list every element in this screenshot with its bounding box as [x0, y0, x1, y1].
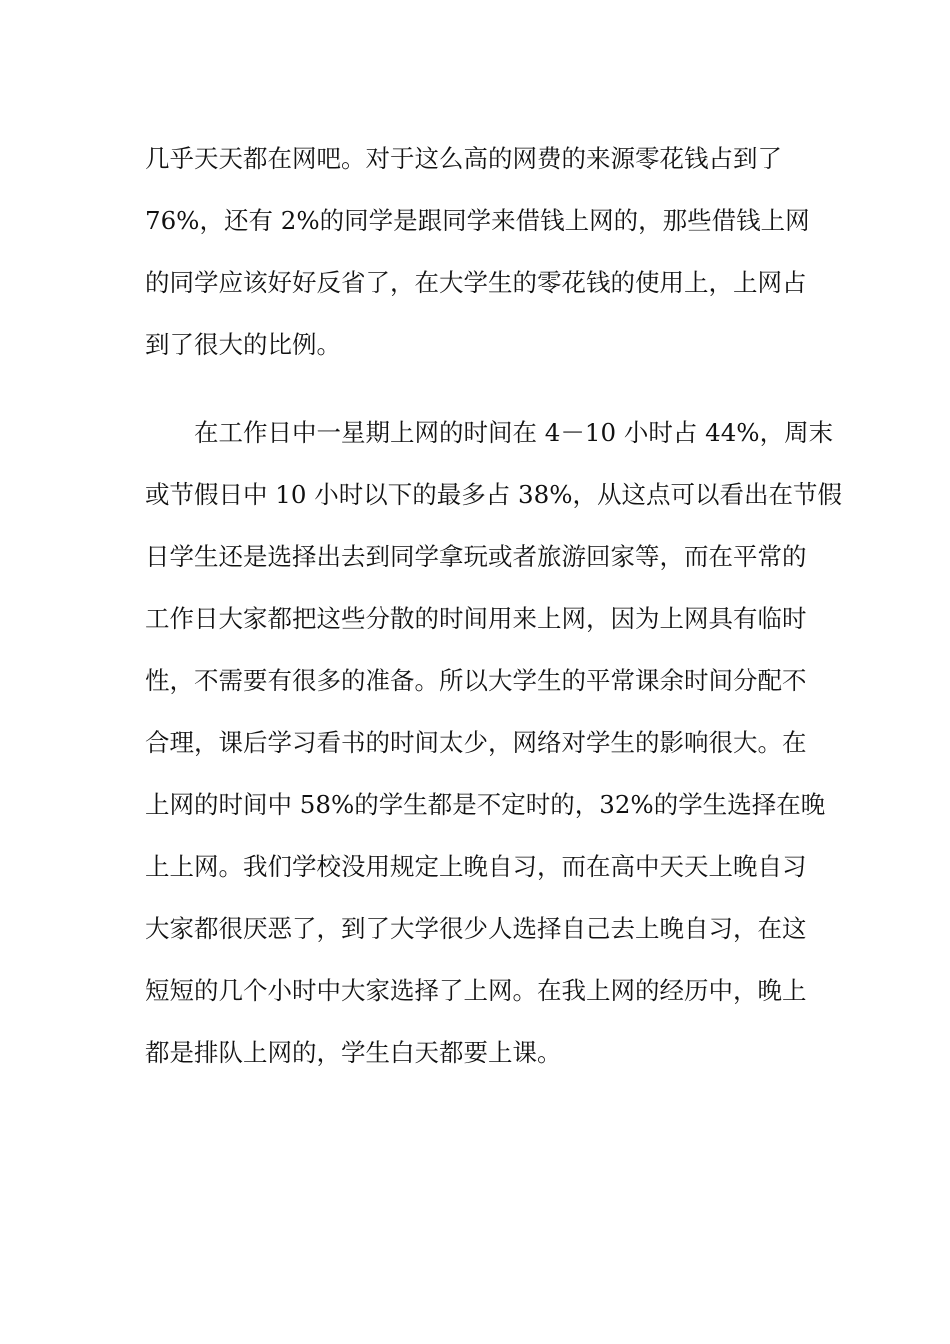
text-line: 大家都很厌恶了，到了大学很少人选择自己去上晚自习，在这 — [145, 914, 807, 943]
paragraph-1 — [145, 128, 810, 376]
text-line: 的同学应该好好反省了，在大学生的零花钱的使用上，上网占 — [145, 268, 807, 297]
text-line: 到了很大的比例。 — [145, 330, 341, 359]
paragraph-gap — [145, 376, 810, 402]
text-line: 或节假日中 10 小时以下的最多占 38%，从这点可以看出在节假 — [145, 480, 842, 509]
text-line: 上上网。我们学校没用规定上晚自习，而在高中天天上晚自习 — [145, 852, 807, 881]
paragraph-2 — [145, 402, 842, 1084]
text-line: 性，不需要有很多的准备。所以大学生的平常课余时间分配不 — [145, 666, 807, 695]
body-text — [145, 128, 842, 1084]
text-line: 上网的时间中 58%的学生都是不定时的，32%的学生选择在晚 — [145, 790, 826, 819]
text-line: 合理，课后学习看书的时间太少，网络对学生的影响很大。在 — [145, 728, 807, 757]
text-line: 76%，还有 2%的同学是跟同学来借钱上网的，那些借钱上网 — [145, 206, 810, 235]
text-line: 日学生还是选择出去到同学拿玩或者旅游回家等，而在平常的 — [145, 542, 807, 571]
text-line: 短短的几个小时中大家选择了上网。在我上网的经历中，晚上 — [145, 976, 807, 1005]
text-line: 工作日大家都把这些分散的时间用来上网，因为上网具有临时 — [145, 604, 807, 633]
text-line: 都是排队上网的，学生白天都要上课。 — [145, 1038, 562, 1067]
text-line: 在工作日中一星期上网的时间在 4－10 小时占 44%，周末 — [194, 418, 834, 447]
text-line: 几乎天天都在网吧。对于这么高的网费的来源零花钱占到了 — [145, 144, 782, 173]
